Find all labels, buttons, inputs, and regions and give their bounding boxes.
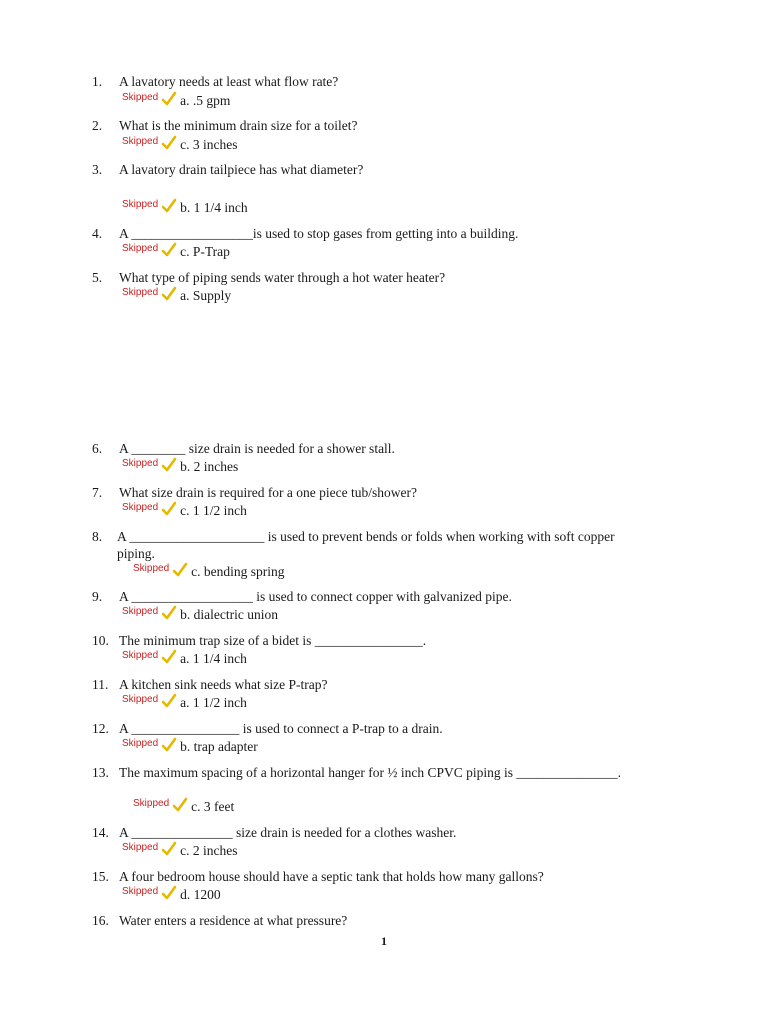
answer-4 [122,243,230,261]
answer-5 [122,287,231,305]
question-number: 7. [92,485,103,500]
question-number: 10. [92,633,109,648]
answer-text: b. trap adapter [180,739,258,754]
answer-6 [122,458,238,476]
answer-text: a. Supply [180,288,232,303]
skipped-label: Skipped [122,136,159,147]
question-number: 12. [92,721,109,736]
checkmark-icon [161,693,177,709]
checkmark-icon [161,286,177,302]
checkmark-icon [172,562,188,578]
skipped-label: Skipped [122,199,159,210]
skipped-label: Skipped [133,798,170,809]
question-number: 16. [92,913,109,928]
checkmark-icon [161,841,177,857]
skipped-label: Skipped [122,606,159,617]
question-text: A ____________________ is used to prevent bends or folds when working with soft copper piping. [117,529,615,561]
skipped-label: Skipped [122,287,159,298]
checkmark-icon [161,242,177,258]
question-text: What size drain is required for a one piece tub/shower? [119,485,418,500]
question-text: The minimum trap size of a bidet is ________________. [119,633,427,648]
question-text: A kitchen sink needs what size P-trap? [119,677,328,692]
question-text: A lavatory needs at least what flow rate? [119,74,339,89]
question-number: 2. [92,118,103,133]
answer-2 [122,136,238,154]
answer-text: c. 2 inches [180,843,238,858]
answer-text: c. P-Trap [180,244,230,259]
question-text: What is the minimum drain size for a toilet? [119,118,358,133]
question-number: 14. [92,825,109,840]
checkmark-icon [161,198,177,214]
answer-text: c. bending spring [191,564,285,579]
answer-10 [122,650,247,668]
skipped-label: Skipped [122,738,159,749]
checkmark-icon [161,501,177,517]
answer-text: b. 1 1/4 inch [180,200,248,215]
question-text: What type of piping sends water through a hot water heater? [119,270,446,285]
answer-8 [133,563,285,581]
answer-text: a. .5 gpm [180,93,231,108]
skipped-label: Skipped [122,243,159,254]
question-number: 9. [92,589,103,604]
answer-11 [122,694,247,712]
checkmark-icon [161,885,177,901]
question-number: 11. [92,677,109,692]
answer-1 [122,92,230,110]
checkmark-icon [172,797,188,813]
skipped-label: Skipped [122,458,159,469]
checkmark-icon [161,649,177,665]
question-text: A __________________is used to stop gases from getting into a building. [119,226,519,241]
answer-text: b. 2 inches [180,459,239,474]
checkmark-icon [161,91,177,107]
answer-text: c. 3 feet [191,799,235,814]
question-text: A _______________ size drain is needed for a clothes washer. [119,825,457,840]
answer-13 [133,798,234,816]
question-text: Water enters a residence at what pressure? [119,913,348,928]
question-text: A lavatory drain tailpiece has what diameter? [119,162,364,177]
question-number: 13. [92,765,109,780]
question-text: The maximum spacing of a horizontal hanger for ½ inch CPVC piping is _______________. [119,765,622,780]
answer-12 [122,738,258,756]
checkmark-icon [161,737,177,753]
question-text: A ________________ is used to connect a P-trap to a drain. [119,721,443,736]
checkmark-icon [161,605,177,621]
question-number: 1. [92,74,103,89]
question-number: 3. [92,162,103,177]
answer-7 [122,502,247,520]
question-number: 5. [92,270,103,285]
answer-text: a. 1 1/2 inch [180,695,247,710]
skipped-label: Skipped [122,886,159,897]
skipped-label: Skipped [122,502,159,513]
answer-15 [122,886,221,904]
answer-9 [122,606,278,624]
answer-14 [122,842,238,860]
question-number: 15. [92,869,109,884]
answer-text: a. 1 1/4 inch [180,651,247,666]
answer-text: d. 1200 [180,887,221,902]
skipped-label: Skipped [122,650,159,661]
question-number: 8. [92,529,103,544]
question-number: 4. [92,226,103,241]
skipped-label: Skipped [122,842,159,853]
skipped-label: Skipped [133,563,170,574]
checkmark-icon [161,457,177,473]
answer-text: c. 1 1/2 inch [180,503,247,518]
question-text: A four bedroom house should have a septic tank that holds how many gallons? [119,869,544,884]
page-number: 1 [381,934,387,948]
answer-text: c. 3 inches [180,137,238,152]
question-number: 6. [92,441,103,456]
question-text: A __________________ is used to connect copper with galvanized pipe. [119,589,512,604]
skipped-label: Skipped [122,694,159,705]
answer-text: b. dialectric union [180,607,278,622]
question-text: A ________ size drain is needed for a shower stall. [119,441,395,456]
checkmark-icon [161,135,177,151]
skipped-label: Skipped [122,92,159,103]
answer-3 [122,199,248,217]
